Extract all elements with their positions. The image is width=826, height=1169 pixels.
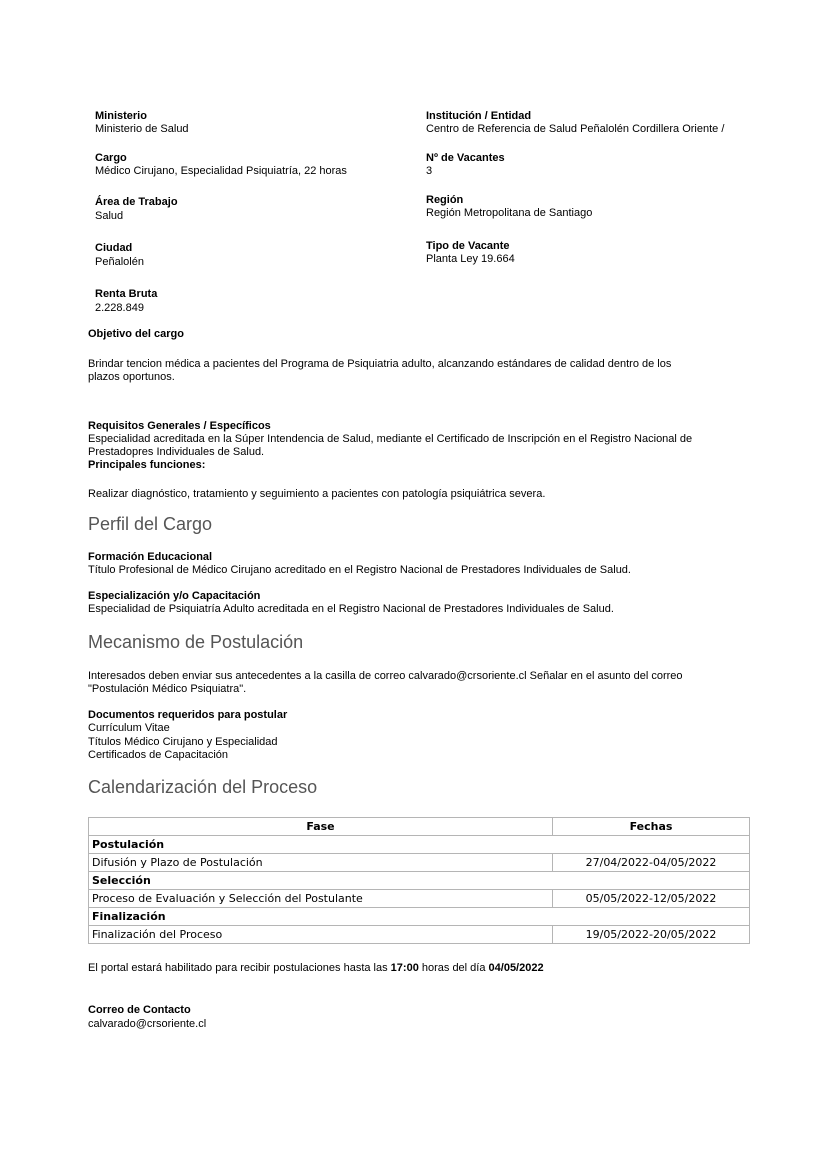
institucion-label: Institución / Entidad: [426, 110, 532, 122]
mecanismo-title: Mecanismo de Postulación: [88, 632, 304, 652]
fecha-cell: 19/05/2022-20/05/2022: [553, 926, 750, 944]
group-finalizacion: Finalización: [89, 908, 750, 926]
objetivo-line-1: Brindar tencion médica a pacientes del Programa de Psiquiatria adulto, alcanzando estándares de calidad dentro de los: [88, 358, 672, 370]
table-header-row: [89, 818, 750, 836]
region-label: Región: [426, 194, 464, 206]
funciones-text: Realizar diagnóstico, tratamiento y seguimiento a pacientes con patología psiquiátrica severa.: [88, 488, 546, 500]
especializacion-text: Especialidad de Psiquiatría Adulto acreditada en el Registro Nacional de Prestadores Individuales de Salud.: [88, 603, 614, 615]
table-group-row: [89, 908, 750, 926]
documento-item: Títulos Médico Cirujano y Especialidad: [88, 736, 278, 748]
table-row: [89, 854, 750, 872]
ministerio-value: Ministerio de Salud: [95, 123, 189, 135]
table-row: [89, 890, 750, 908]
requisitos-label: Requisitos Generales / Específicos: [88, 420, 271, 432]
portal-prefix: El portal estará habilitado para recibir postulaciones hasta las: [88, 962, 391, 974]
portal-hour: 17:00: [390, 962, 419, 974]
cargo-value: Médico Cirujano, Especialidad Psiquiatría, 22 horas: [95, 165, 347, 177]
ciudad-label: Ciudad: [95, 242, 133, 254]
formacion-label: Formación Educacional: [88, 551, 213, 563]
tipo-vacante-label: Tipo de Vacante: [426, 240, 510, 252]
portal-middle: horas del día: [418, 962, 489, 974]
documento-item: Certificados de Capacitación: [88, 749, 229, 761]
documentos-label: Documentos requeridos para postular: [88, 709, 288, 721]
mecanismo-line-1: Interesados deben enviar sus antecedentes a la casilla de correo calvarado@crsoriente.cl Señalar en el asunto del correo: [88, 670, 683, 682]
fase-cell: Difusión y Plazo de Postulación: [89, 854, 553, 872]
renta-label: Renta Bruta: [95, 288, 158, 300]
tipo-vacante-value: Planta Ley 19.664: [426, 253, 515, 265]
renta-value: 2.228.849: [95, 302, 144, 314]
especializacion-label: Especialización y/o Capacitación: [88, 590, 261, 602]
objetivo-line-2: plazos oportunos.: [88, 371, 175, 383]
formacion-text: Título Profesional de Médico Cirujano acreditado en el Registro Nacional de Prestadores Individuales de Salud.: [88, 564, 631, 576]
region-value: Región Metropolitana de Santiago: [426, 207, 593, 219]
documento-item: Currículum Vitae: [88, 722, 170, 734]
col-fase-header: Fase: [89, 818, 553, 836]
area-value: Salud: [95, 210, 124, 222]
cargo-label: Cargo: [95, 152, 127, 164]
area-label: Área de Trabajo: [95, 196, 178, 208]
institucion-value: Centro de Referencia de Salud Peñalolén Cordillera Oriente /: [426, 123, 725, 135]
portal-notice: [88, 962, 544, 975]
fase-cell: Proceso de Evaluación y Selección del Postulante: [89, 890, 553, 908]
calendario-table: [88, 817, 750, 944]
requisitos-line-1: Especialidad acreditada en la Súper Intendencia de Salud, mediante el Certificado de Inscripción en el Registro Nacional de: [88, 433, 693, 445]
contacto-email[interactable]: calvarado@crsoriente.cl: [88, 1018, 207, 1030]
ministerio-label: Ministerio: [95, 110, 147, 122]
portal-date: 04/05/2022: [488, 962, 544, 974]
table-group-row: [89, 872, 750, 890]
group-seleccion: Selección: [89, 872, 750, 890]
col-fechas-header: Fechas: [553, 818, 750, 836]
fecha-cell: 27/04/2022-04/05/2022: [553, 854, 750, 872]
requisitos-line-2: Prestadopres Individuales de Salud.: [88, 446, 265, 458]
vacantes-label: Nº de Vacantes: [426, 152, 505, 164]
funciones-label: Principales funciones:: [88, 459, 206, 471]
group-postulacion: Postulación: [89, 836, 750, 854]
vacantes-value: 3: [426, 165, 433, 177]
fase-cell: Finalización del Proceso: [89, 926, 553, 944]
calendario-title: Calendarización del Proceso: [88, 777, 318, 797]
perfil-title: Perfil del Cargo: [88, 514, 213, 534]
objetivo-label: Objetivo del cargo: [88, 328, 184, 340]
mecanismo-line-2: "Postulación Médico Psiquiatra".: [88, 683, 247, 695]
ciudad-value: Peñalolén: [95, 256, 144, 268]
table-group-row: [89, 836, 750, 854]
table-row: [89, 926, 750, 944]
fecha-cell: 05/05/2022-12/05/2022: [553, 890, 750, 908]
contacto-label: Correo de Contacto: [88, 1004, 191, 1016]
